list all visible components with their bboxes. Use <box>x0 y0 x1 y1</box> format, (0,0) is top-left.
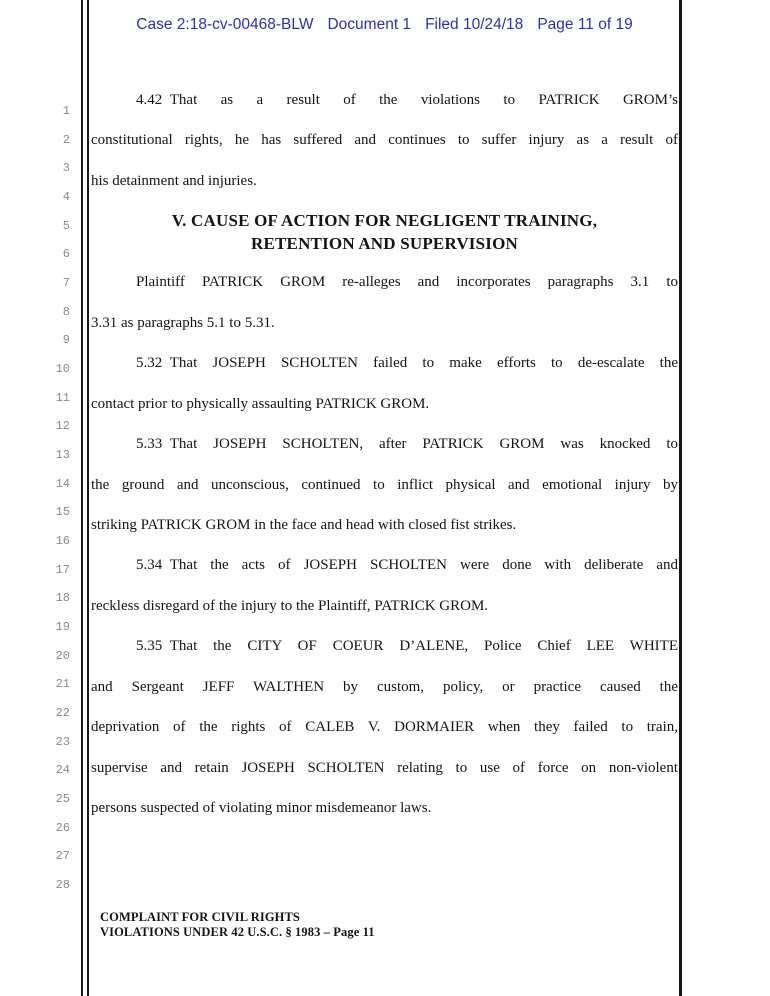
paragraph-5-34-line: reckless disregard of the injury to the Plaintiff, PATRICK GROM. <box>91 597 489 614</box>
paragraph-4-42-line: his detainment and injuries. <box>91 172 257 189</box>
line-number: 1 <box>62 104 70 118</box>
cause-of-action-heading <box>91 201 678 262</box>
line-number: 14 <box>55 476 70 491</box>
line-number: 8 <box>62 304 70 319</box>
line-number: 20 <box>55 648 70 663</box>
page-edge-rule <box>679 0 682 996</box>
paragraph-5-35-line: supervise and retain JOSEPH SCHOLTEN relating to use of force on non-violent <box>91 759 678 776</box>
line-number: 11 <box>55 390 70 405</box>
line-number: 15 <box>55 505 70 520</box>
heading-line-1: V. CAUSE OF ACTION FOR NEGLIGENT TRAINING, <box>171 210 598 230</box>
paragraph-5-35-line: 5.35 That the CITY OF COEUR D’ALENE, Police Chief LEE WHITE <box>136 638 678 655</box>
paragraph-4-42-line: constitutional rights, he has suffered and continues to suffer injury as a result of <box>91 132 678 149</box>
line-number: 22 <box>55 706 70 721</box>
paragraph-5-33-line: the ground and unconscious, continued to inflict physical and emotional injury by <box>91 476 678 493</box>
paragraph-5-35-line: persons suspected of violating minor misdemeanor laws. <box>91 800 432 816</box>
line-number: 13 <box>55 448 70 463</box>
complaint-body <box>91 80 678 828</box>
line-number: 18 <box>55 591 70 606</box>
paragraph-5-intro-line: 3.31 as paragraphs 5.1 to 5.31. <box>91 314 275 331</box>
footer-statute-page-line: VIOLATIONS UNDER 42 U.S.C. § 1983 – Page 11 <box>100 925 375 939</box>
line-number: 19 <box>55 620 70 635</box>
line-number: 7 <box>62 276 70 291</box>
line-number: 12 <box>55 419 70 434</box>
line-number: 28 <box>55 878 70 893</box>
line-number: 2 <box>62 132 70 147</box>
paragraph-5-34-line: 5.34 That the acts of JOSEPH SCHOLTEN were done with deliberate and <box>136 557 678 574</box>
pleading-double-rule <box>81 0 89 996</box>
line-number: 21 <box>55 677 70 692</box>
line-number: 10 <box>55 362 70 377</box>
line-number: 26 <box>55 820 70 835</box>
line-number: 5 <box>62 218 70 233</box>
page-indicator: Page 11 of 19 <box>537 16 633 33</box>
document-number: Document 1 <box>327 16 412 33</box>
line-number: 3 <box>62 161 70 176</box>
pleading-line-numbers <box>0 0 70 996</box>
filed-date: Filed 10/24/18 <box>425 16 524 33</box>
paragraph-5-35-line: deprivation of the rights of CALEB V. DORMAIER when they failed to train, <box>91 719 678 736</box>
heading-line-2: RETENTION AND SUPERVISION <box>250 233 518 253</box>
paragraph-5-33-line: 5.33 That JOSEPH SCHOLTEN, after PATRICK GROM was knocked to <box>136 436 678 453</box>
paragraph-4-42-line: 4.42 That as a result of the violations to PATRICK GROM’s <box>136 92 678 108</box>
paragraph-5-intro-line: Plaintiff PATRICK GROM re-alleges and incorporates paragraphs 3.1 to <box>136 274 678 291</box>
line-number: 6 <box>62 247 70 262</box>
line-number: 23 <box>55 734 70 749</box>
line-number: 9 <box>62 333 70 348</box>
paragraph-5-32-line: 5.32 That JOSEPH SCHOLTEN failed to make efforts to de-escalate the <box>136 355 678 372</box>
line-number: 16 <box>55 534 70 549</box>
paragraph-5-35-line: and Sergeant JEFF WALTHEN by custom, policy, or practice caused the <box>91 678 678 695</box>
line-number: 25 <box>55 792 70 807</box>
paragraph-5-32-line: contact prior to physically assaulting PATRICK GROM. <box>91 395 430 412</box>
footer-title-line: COMPLAINT FOR CIVIL RIGHTS <box>100 910 300 924</box>
document-footer <box>100 910 520 940</box>
line-number: 24 <box>55 763 70 778</box>
line-number: 27 <box>55 849 70 864</box>
case-number: Case 2:18-cv-00468-BLW <box>136 16 314 33</box>
line-number: 4 <box>62 190 70 204</box>
line-number: 17 <box>55 562 70 577</box>
paragraph-5-33-line: striking PATRICK GROM in the face and head with closed fist strikes. <box>91 516 517 533</box>
case-caption-header <box>91 16 678 34</box>
